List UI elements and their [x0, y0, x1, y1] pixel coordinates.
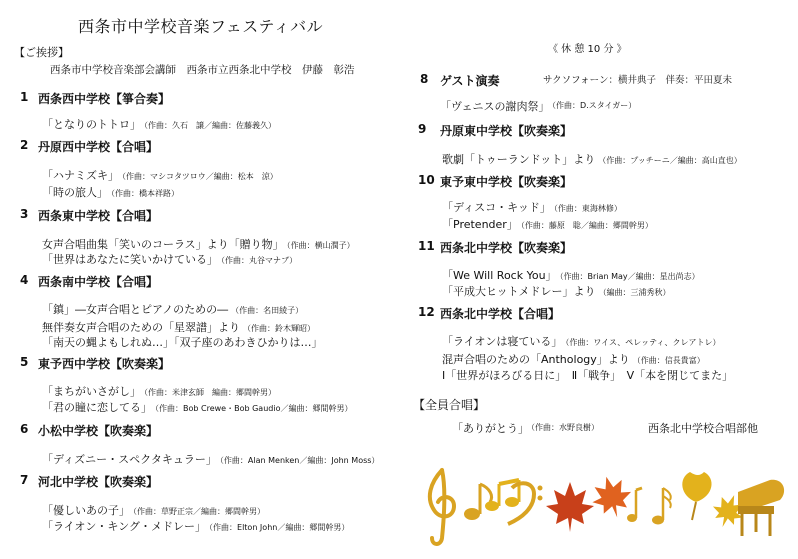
entry-number: 7 [20, 473, 29, 487]
song-title: 「となりのトトロ」 [42, 118, 141, 131]
program-line [42, 515, 349, 534]
song-title: 無伴奏女声合唱のための「星翠譜」より [42, 321, 240, 334]
school-name: 西条北中学校【合唱】 [440, 307, 561, 321]
song-credit: （作曲：橋本祥路） [111, 189, 179, 198]
song-title: 「世界はあなたに笑いかけている」 [42, 253, 218, 266]
program-line [42, 298, 303, 317]
school-name: 小松中学校【吹奏楽】 [38, 424, 159, 438]
program-line [42, 448, 379, 467]
greeting-heading: 【ご挨拶】 [14, 46, 69, 59]
grand-piano-icon [738, 480, 784, 536]
song-title: 「優しいあの子」 [42, 504, 130, 517]
maple-leaf-icon [546, 482, 594, 532]
song-title: 「ありがとう」 [452, 422, 529, 435]
song-title: 「南天の蝿よもしれぬ…」「双子座のあわきひかりは…」 [42, 336, 323, 349]
song-credit: （編曲：三浦秀秋） [598, 288, 671, 297]
school-name: 丹原西中学校【合唱】 [38, 140, 159, 154]
entry-number: 4 [20, 273, 29, 287]
entry-number: 3 [20, 207, 29, 221]
entry-number: 1 [20, 90, 29, 104]
song-title: 「まちがいさがし」 [42, 385, 141, 398]
school-name: 西条東中学校【合唱】 [38, 209, 159, 223]
entry-number: 9 [418, 122, 427, 136]
song-credit: （作曲：D.スタイガー） [548, 101, 637, 110]
sixteenth-note-icon [652, 488, 671, 525]
school-name: 西条西中学校【箏合奏】 [38, 92, 171, 106]
song-credit: （作曲：丸谷マナブ） [221, 256, 298, 265]
song-credit: （作曲：東海林修） [553, 204, 622, 213]
intermission: 《 休 憩 10 分 》 [548, 44, 627, 55]
program-line [442, 213, 653, 232]
song-title: 「ライオン・キング・メドレー」 [42, 520, 207, 533]
song-credit: （作曲：ワイス、ペレッティ、クレアトレ） [565, 338, 721, 347]
page-title: 西条市中学校音楽フェスティバル [78, 17, 324, 36]
song-title: 「時の旅人」 [42, 186, 108, 199]
song-title: 「ヴェニスの謝肉祭」 [440, 100, 550, 113]
song-credit: （作曲：水野良樹） [527, 423, 599, 432]
song-credit: （作曲：信長貴富） [632, 356, 705, 365]
song-title: Ⅰ「世界がほろびる日に」 Ⅱ「戦争」 Ⅴ「本を閉じてまた」 [442, 369, 734, 382]
program-line [42, 396, 352, 415]
treble-clef-icon [430, 470, 454, 544]
school-name: 西条北中学校【吹奏楽】 [440, 241, 573, 255]
song-credit: （作曲：Bob Crewe・Bob Gaudio／編曲：郷間幹男） [155, 404, 353, 413]
song-credit: （作曲：横山潤子） [286, 241, 355, 250]
song-title: 「ディズニー・スペクタキュラー」 [42, 453, 217, 466]
guest-performers: サクソフォーン：横井典子 伴奏：平田夏未 [543, 75, 732, 86]
finale-performer: 西条北中学校合唱部他 [648, 422, 758, 435]
song-title: 「Pretender」 [442, 218, 518, 231]
song-credit: （作曲：プッチーニ／編曲：高山直也） [598, 156, 742, 165]
ginkgo-leaf-icon [682, 472, 711, 520]
school-name: 東予西中学校【吹奏楽】 [38, 357, 171, 371]
program-line [442, 280, 671, 299]
greeting-speaker: 西条市中学校音楽部会講師 西条市立西条北中学校 伊藤 彰浩 [50, 64, 355, 76]
song-credit: （作曲：久石 譲／編曲：佐藤義久） [144, 121, 276, 130]
school-name: 河北中学校【吹奏楽】 [38, 475, 159, 489]
school-name: 東予東中学校【吹奏楽】 [440, 175, 573, 189]
song-title: 歌劇「トゥーランドット」より [442, 153, 596, 166]
song-title: 「君の瞳に恋してる」 [42, 401, 152, 414]
entry-number: 6 [20, 422, 29, 436]
program-line [42, 181, 179, 200]
finale-heading: 【全員合唱】 [413, 398, 486, 412]
program-line [442, 148, 742, 167]
entry-number: 5 [20, 355, 29, 369]
guest-label: ゲスト演奏 [440, 74, 500, 88]
eighth-note-icon [464, 484, 492, 520]
entry-number: 10 [418, 173, 435, 187]
program-line [42, 248, 297, 267]
song-credit: （作曲：鈴木輝昭） [243, 324, 315, 333]
program-line [42, 113, 276, 132]
song-title: 混声合唱のための「Anthology」より [442, 353, 630, 366]
music-leaf-decoration [420, 458, 792, 553]
song-credit: （作曲：Alan Menken／編曲：John Moss） [219, 456, 380, 465]
song-title: 「鎮」―女声合唱とピアノのための― [42, 303, 229, 316]
entry-number: 12 [418, 305, 435, 319]
program-line [42, 331, 323, 350]
song-title: 「ハナミズキ」 [42, 169, 119, 182]
song-title: 「ライオンは寝ている」 [442, 335, 563, 348]
song-credit: （作曲：Brian May／編曲：星出尚志） [559, 272, 700, 281]
song-credit: （作曲：草野正宗／編曲：郷間幹男） [133, 507, 265, 516]
song-credit: （作曲：マシコタツロウ／編曲：松本 涼） [122, 172, 278, 181]
song-title: 女声合唱曲集「笑いのコーラス」より「贈り物」 [42, 238, 284, 251]
school-name: 西条南中学校【合唱】 [38, 275, 159, 289]
program-line [442, 330, 721, 349]
song-credit: （作曲：名田綾子） [231, 306, 304, 315]
entry-number: 8 [420, 72, 429, 86]
song-credit: （作曲：米津玄師 編曲：郷間幹男） [144, 388, 276, 397]
song-credit: （作曲：藤原 聡／編曲：郷間幹男） [520, 221, 653, 230]
school-name: 丹原東中学校【吹奏楽】 [440, 124, 573, 138]
program-line [442, 364, 733, 383]
entry-number: 2 [20, 138, 29, 152]
entry-number: 11 [418, 239, 435, 253]
song-credit: （作曲：Elton John／編曲：郷間幹男） [209, 523, 350, 532]
song-title: 「平成大ヒットメドレー」より [442, 285, 596, 298]
song-title: 「We Will Rock You」 [442, 269, 557, 282]
song-title: 「ディスコ・キッド」 [442, 201, 551, 214]
